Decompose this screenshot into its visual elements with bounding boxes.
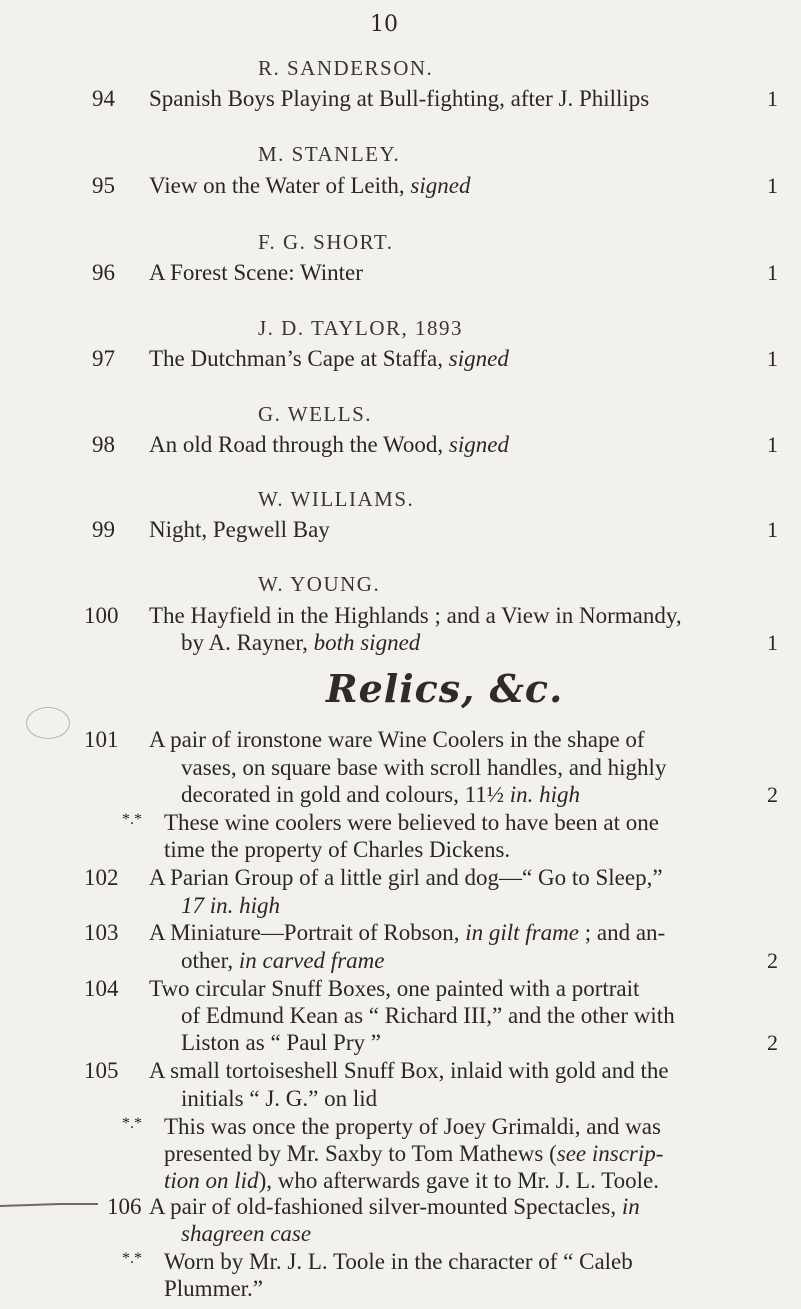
lot-number: 100 — [84, 603, 119, 628]
artist-name: W. YOUNG. — [258, 572, 381, 596]
lot-description: A Parian Group of a little girl and dog—“ Go to Sleep,” — [149, 865, 663, 890]
lot-description-continued: initials “ J. G.” on lid — [181, 1086, 378, 1111]
pencil-mark — [26, 707, 70, 739]
lot-number: 96 — [92, 260, 115, 285]
lot-note-continued: tion on lid), who afterwards gave it to Mr. J. L. Toole. — [164, 1168, 659, 1193]
artist-name: W. WILLIAMS. — [258, 487, 415, 511]
lot-description: Night, Pegwell Bay — [149, 517, 330, 542]
lot-note: Worn by Mr. J. L. Toole in the character of “ Caleb — [164, 1249, 633, 1274]
lot-number: 103 — [84, 920, 119, 945]
lot-quantity: 2 — [767, 948, 778, 973]
lot-description: A pair of old-fashioned silver-mounted Spectacles, in — [149, 1194, 640, 1219]
lot-number: 101 — [84, 727, 119, 752]
lot-number: 99 — [92, 517, 115, 542]
lot-description-continued: other, in carved frame — [181, 948, 385, 973]
lot-note: These wine coolers were believed to have been at one — [164, 810, 659, 835]
lot-description-continued: Liston as “ Paul Pry ” — [181, 1030, 381, 1055]
lot-quantity: 2 — [767, 782, 778, 807]
lot-description-continued: by A. Rayner, both signed — [181, 630, 421, 655]
lot-number: 95 — [92, 173, 115, 198]
lot-description-continued: vases, on square base with scroll handles, and highly — [181, 755, 667, 780]
note-asterism: *.* — [122, 1115, 142, 1132]
margin-pencil-line — [58, 1203, 98, 1205]
lot-description: The Hayfield in the Highlands ; and a View in Normandy, — [149, 603, 682, 628]
lot-number: 97 — [92, 346, 115, 371]
lot-note-continued: time the property of Charles Dickens. — [164, 837, 511, 862]
lot-description-continued: shagreen case — [181, 1221, 312, 1246]
lot-quantity: 1 — [767, 260, 778, 285]
artist-name: M. STANLEY. — [258, 142, 401, 166]
lot-number: 102 — [84, 865, 119, 890]
page-number: 10 — [370, 12, 398, 37]
lot-description: A small tortoiseshell Snuff Box, inlaid with gold and the — [149, 1058, 669, 1083]
section-heading: Relics, &c. — [326, 666, 564, 711]
lot-description: View on the Water of Leith, signed — [149, 173, 471, 198]
lot-description-continued: 17 in. high — [181, 893, 281, 918]
lot-description: A Forest Scene: Winter — [149, 260, 363, 285]
artist-name: G. WELLS. — [258, 402, 373, 426]
lot-note-continued: presented by Mr. Saxby to Tom Mathews (see inscrip- — [164, 1141, 664, 1166]
lot-description-continued: decorated in gold and colours, 11½ in. high — [181, 782, 581, 807]
lot-quantity: 1 — [767, 630, 778, 655]
lot-quantity: 1 — [767, 346, 778, 371]
lot-description: A pair of ironstone ware Wine Coolers in the shape of — [149, 727, 645, 752]
note-asterism: *.* — [122, 1250, 142, 1267]
lot-quantity: 1 — [767, 86, 778, 111]
lot-description-continued: of Edmund Kean as “ Richard III,” and the other with — [181, 1003, 675, 1028]
lot-description: An old Road through the Wood, signed — [149, 432, 509, 457]
lot-quantity: 2 — [767, 1030, 778, 1055]
lot-number: 94 — [92, 86, 115, 111]
lot-number: 106 — [107, 1194, 142, 1219]
lot-description: The Dutchman’s Cape at Staffa, signed — [149, 346, 509, 371]
lot-number: 104 — [84, 976, 119, 1001]
lot-description: Two circular Snuff Boxes, one painted with a portrait — [149, 976, 640, 1001]
lot-number: 98 — [92, 432, 115, 457]
lot-quantity: 1 — [767, 173, 778, 198]
note-asterism: *.* — [122, 811, 142, 828]
lot-description: Spanish Boys Playing at Bull-fighting, after J. Phillips — [149, 86, 650, 111]
artist-name: R. SANDERSON. — [258, 56, 434, 80]
lot-note: This was once the property of Joey Grimaldi, and was — [164, 1114, 661, 1139]
lot-quantity: 1 — [767, 432, 778, 457]
margin-pencil-line — [0, 1203, 60, 1207]
artist-name: F. G. SHORT. — [258, 230, 394, 254]
lot-note-continued: Plummer.” — [164, 1276, 264, 1301]
artist-name: J. D. TAYLOR, 1893 — [258, 316, 464, 340]
lot-description: A Miniature—Portrait of Robson, in gilt frame ; and an- — [149, 920, 666, 945]
lot-quantity: 1 — [767, 517, 778, 542]
lot-number: 105 — [84, 1058, 119, 1083]
